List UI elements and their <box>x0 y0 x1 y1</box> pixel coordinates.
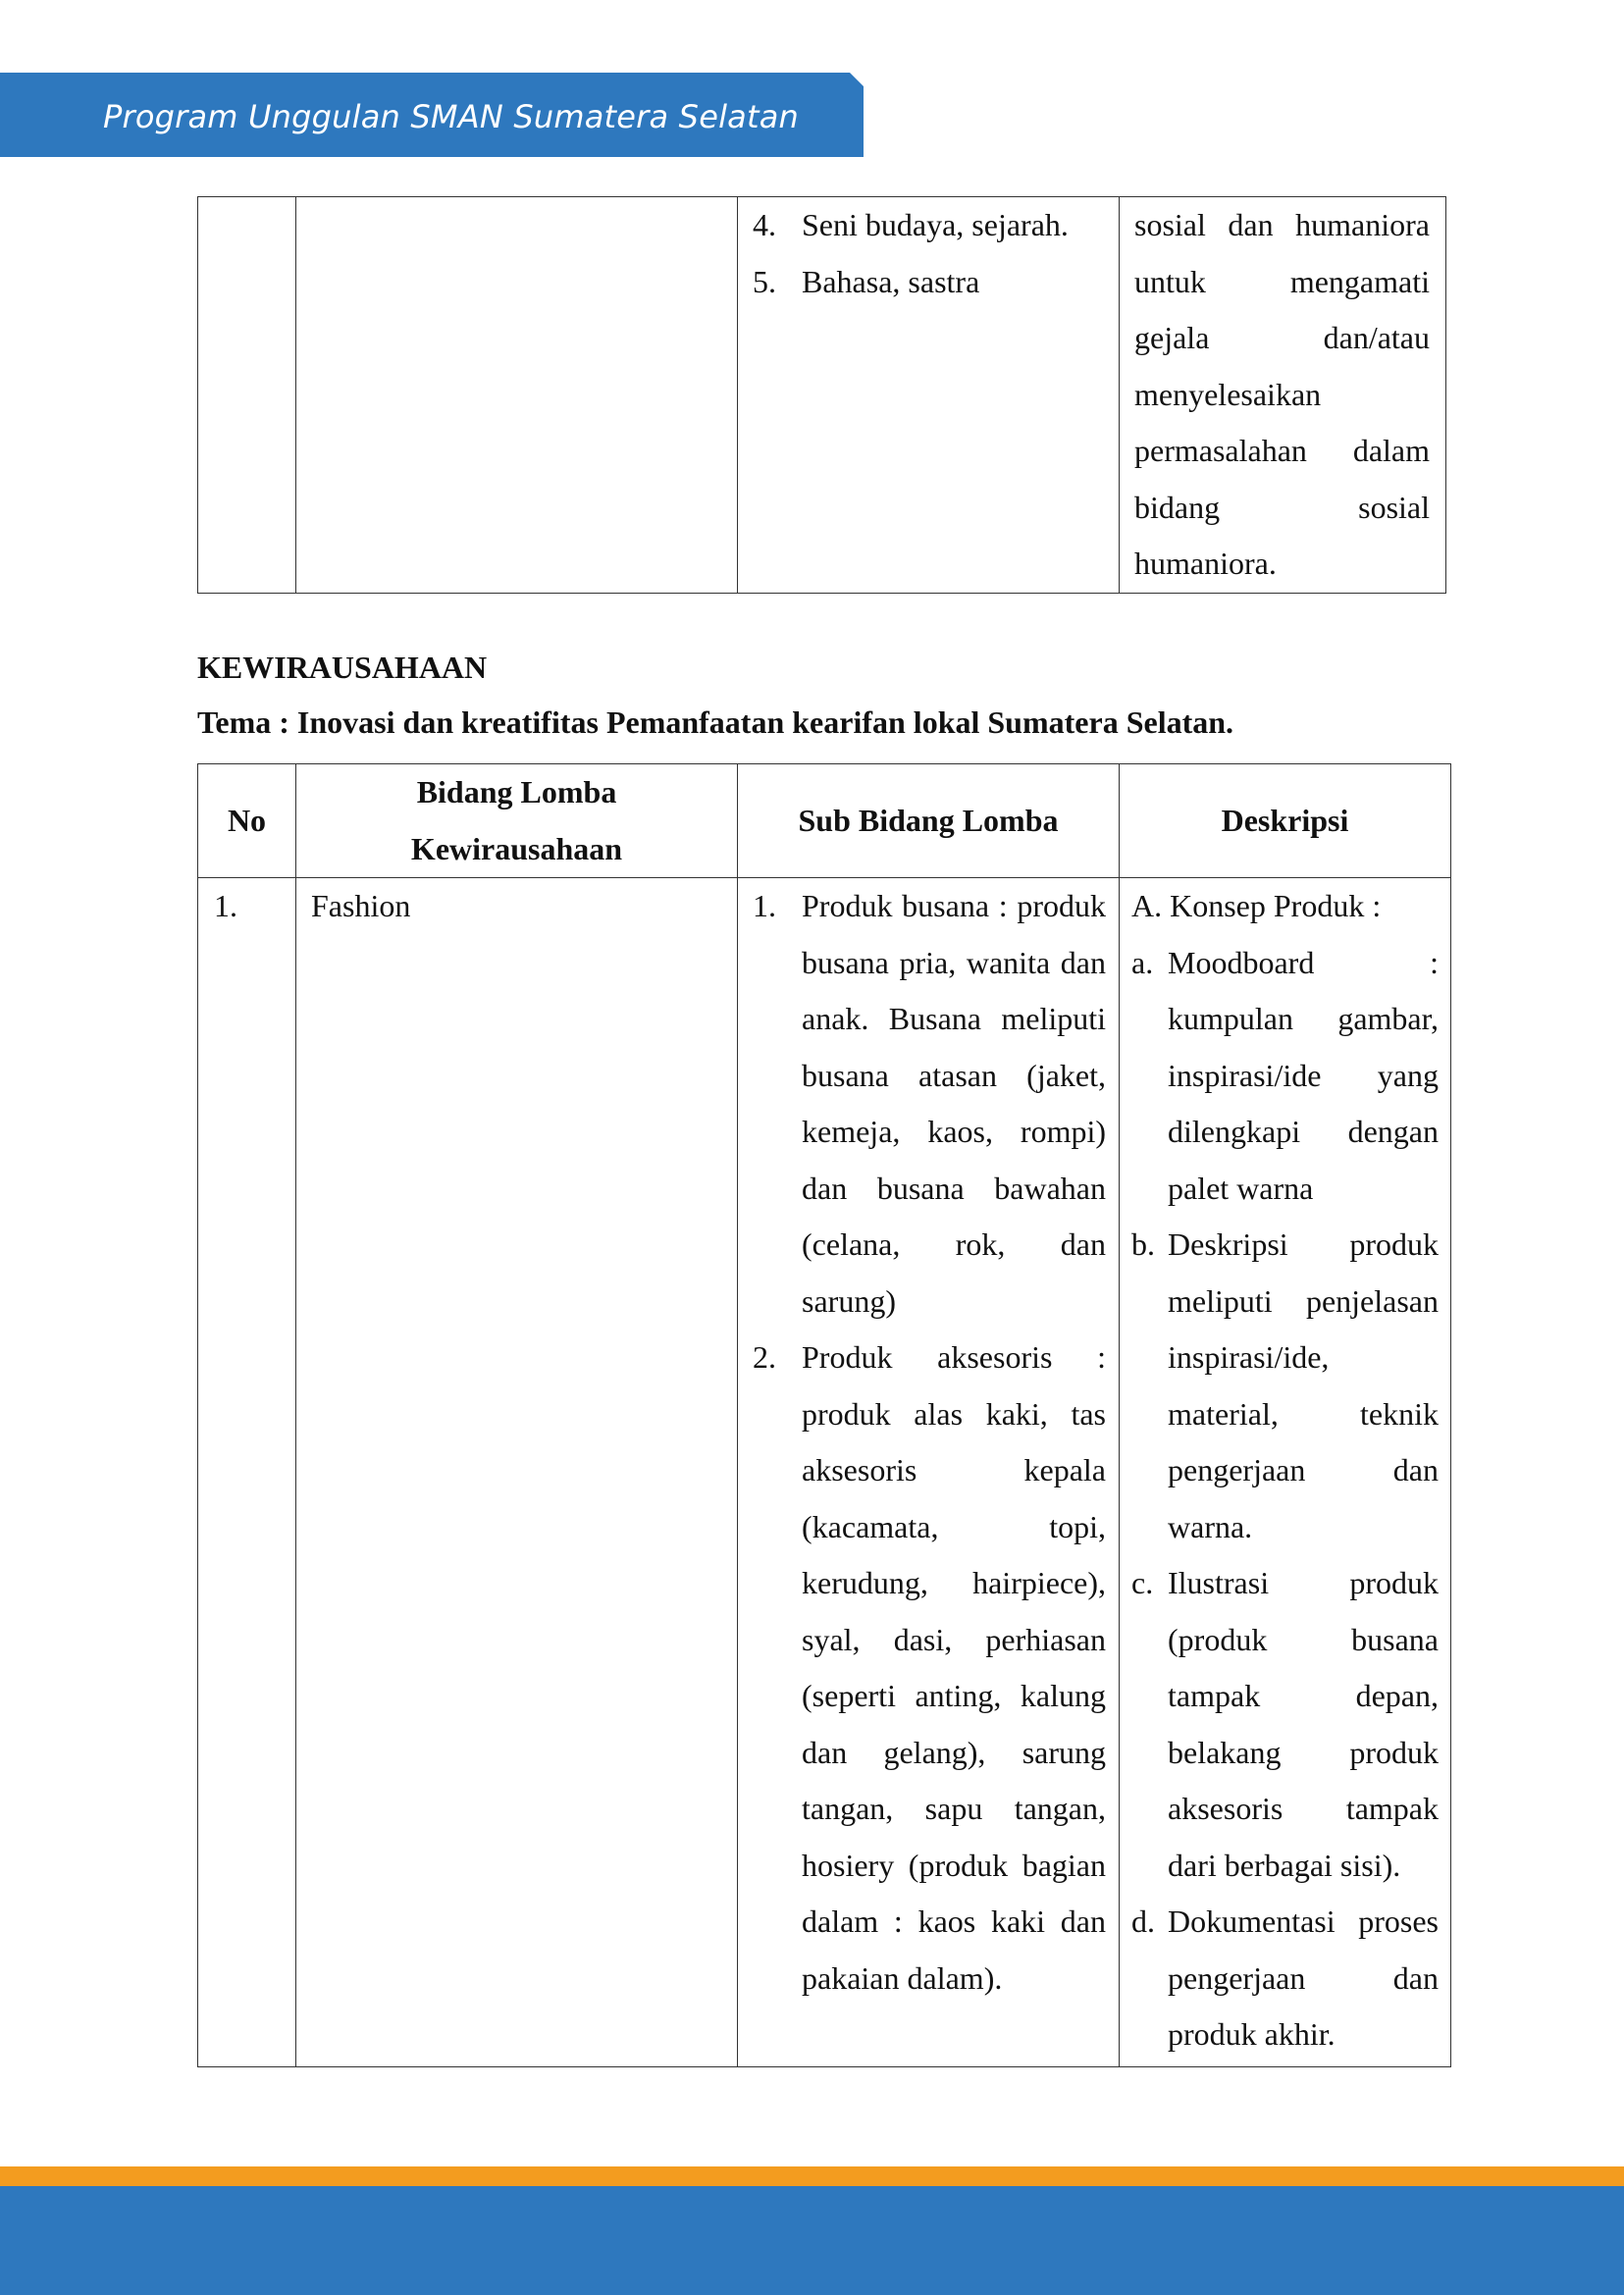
desc-heading: A. Konsep Produk : <box>1131 888 1382 923</box>
header-no: No <box>198 764 296 878</box>
list-item: 4. Seni budaya, sejarah. <box>753 207 1069 242</box>
list-item: d. Dokumentasi proses pengerjaan dan produk akhir. <box>1131 1904 1439 2052</box>
table-row <box>198 197 1446 594</box>
footer-orange-stripe <box>0 2166 1624 2186</box>
list-item: 2. Produk aksesoris : produk alas kaki, tas aksesoris kepala (kacamata, topi, kerudung, hairpiece), syal, dasi, perhiasan (seperti anting, kalung dan gelang), sarung tangan, sapu tangan, hosiery (produk bagian dalam : kaos kaki dan pakaian dalam). <box>753 1339 1106 1996</box>
header-bidang <box>296 764 738 878</box>
table-row <box>198 878 1451 2067</box>
description-text: sosial dan humaniora untuk mengamati gejala dan/atau menyelesaikan permasalahan dalam bidang sosial humaniora. <box>1134 207 1430 581</box>
table-cell-desc <box>1120 878 1451 2067</box>
table-cell-desc <box>1120 197 1446 594</box>
list-item: a. Moodboard : kumpulan gambar, inspirasi/ide yang dilengkapi dengan palet warna <box>1131 944 1439 1206</box>
table-cell-sub <box>738 197 1120 594</box>
section-theme: Tema : Inovasi dan kreatifitas Pemanfaatan kearifan lokal Sumatera Selatan. <box>197 704 1234 740</box>
header-bidang-line2: Kewirausahaan <box>410 830 623 866</box>
table-cell-bidang: Fashion <box>296 878 738 2067</box>
header-title: Program Unggulan SMAN Sumatera Selatan <box>103 98 800 135</box>
list-item: b. Deskripsi produk meliputi penjelasan inspirasi/ide, material, teknik pengerjaan dan warna. <box>1131 1226 1439 1544</box>
table-cell-no: 1. <box>198 878 296 2067</box>
table-header-row <box>198 764 1451 878</box>
list-item: 1. Produk busana : produk busana pria, wanita dan anak. Busana meliputi busana atasan (jaket, kemeja, kaos, rompi) dan busana bawahan (celana, rok, dan sarung) <box>753 888 1106 1319</box>
header-bidang-line1: Bidang Lomba <box>416 774 617 809</box>
table-cell-no <box>198 197 296 594</box>
header-desc: Deskripsi <box>1120 764 1451 878</box>
sub-list <box>753 878 1106 2007</box>
continued-table <box>197 196 1446 594</box>
footer-blue-band <box>0 2186 1624 2295</box>
table-cell-bidang <box>296 197 738 594</box>
table-cell-sub <box>738 878 1120 2067</box>
list-item: c. Ilustrasi produk (produk busana tampak depan, belakang produk aksesoris tampak dari berbagai sisi). <box>1131 1565 1439 1883</box>
kewirausahaan-table <box>197 763 1451 2067</box>
section-title: KEWIRAUSAHAAN <box>197 650 488 685</box>
sub-list <box>753 197 1105 310</box>
header-sub: Sub Bidang Lomba <box>738 764 1120 878</box>
desc-list <box>1131 935 1439 2063</box>
list-item: 5. Bahasa, sastra <box>753 263 980 299</box>
